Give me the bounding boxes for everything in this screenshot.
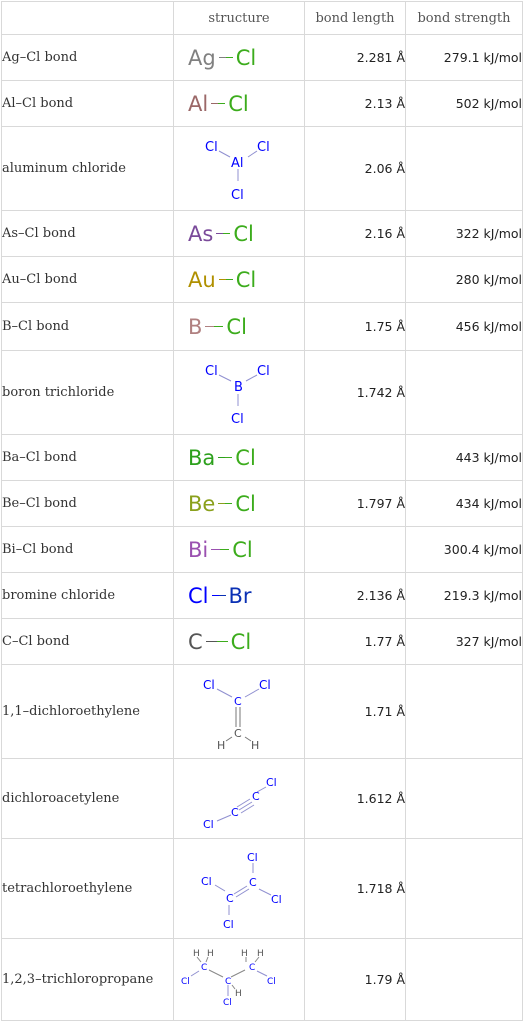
- atom-label: B: [234, 379, 243, 395]
- compound-name: dichloroacetylene: [2, 759, 174, 839]
- table-row: [2, 303, 523, 351]
- bond-length: [305, 527, 406, 573]
- boron-trichloride-structure: [189, 354, 289, 432]
- bond-diagram: [174, 538, 304, 562]
- compound-name: 1,1–dichloroethylene: [2, 665, 174, 759]
- atom-label: Cl: [257, 363, 270, 379]
- structure-cell: [174, 257, 305, 303]
- bond-diagram: [174, 446, 304, 470]
- atom-label: Cl: [223, 997, 232, 1008]
- compound-name: As–Cl bond: [2, 211, 174, 257]
- table-row: [2, 435, 523, 481]
- atom-label: Cl: [205, 363, 218, 379]
- atom-symbol: Ba: [188, 445, 216, 470]
- structure-cell: [174, 127, 305, 211]
- structure-cell: [174, 759, 305, 839]
- atom-symbol: Au: [188, 267, 216, 292]
- bond-strength: [406, 939, 523, 1021]
- bond-diagram: [174, 630, 304, 654]
- atom-symbol: Cl: [235, 491, 256, 516]
- compound-name: 1,2,3–trichloropropane: [2, 939, 174, 1021]
- table-row: [2, 939, 523, 1021]
- compound-name: Al–Cl bond: [2, 81, 174, 127]
- bond-line: [219, 279, 233, 280]
- bond-strength: 434 kJ/mol: [406, 481, 523, 527]
- bond-length: 2.281 Å: [305, 35, 406, 81]
- bond-strength: 443 kJ/mol: [406, 435, 523, 481]
- table-row: [2, 81, 523, 127]
- dichloroethylene-structure: [189, 667, 289, 757]
- bond-length: 1.742 Å: [305, 351, 406, 435]
- table-row: [2, 839, 523, 939]
- bond-strength: 502 kJ/mol: [406, 81, 523, 127]
- atom-label: Cl: [223, 917, 234, 931]
- dichloroacetylene-structure: [189, 764, 289, 834]
- atom-symbol: Cl: [228, 91, 249, 116]
- bond-line: [218, 503, 232, 504]
- header-row: [2, 2, 523, 35]
- bond-length: 1.77 Å: [305, 619, 406, 665]
- structure-cell: [174, 619, 305, 665]
- header-bond-length: bond length: [305, 2, 406, 35]
- structure-cell: [174, 839, 305, 939]
- structure-cell: [174, 211, 305, 257]
- structure-cell: [174, 81, 305, 127]
- header-name: [2, 2, 174, 35]
- atom-label: H: [241, 948, 248, 959]
- bond-length: 1.612 Å: [305, 759, 406, 839]
- atom-symbol: Cl: [230, 629, 252, 654]
- compound-name: Ba–Cl bond: [2, 435, 174, 481]
- bond-diagram: [174, 46, 304, 70]
- atom-label: Cl: [267, 976, 276, 987]
- bond-line: [211, 103, 225, 104]
- bond-strength: [406, 665, 523, 759]
- atom-label: C: [201, 962, 208, 973]
- table-row: [2, 35, 523, 81]
- atom-label: Cl: [231, 411, 244, 427]
- atom-symbol: Cl: [188, 583, 209, 608]
- atom-label: C: [231, 805, 239, 819]
- bond-strength: 327 kJ/mol: [406, 619, 523, 665]
- atom-symbol: Cl: [226, 314, 247, 339]
- bond-length: 2.136 Å: [305, 573, 406, 619]
- bond-line: [219, 57, 233, 58]
- bond-line: [212, 595, 226, 596]
- atom-label: C: [252, 789, 260, 803]
- table-row: [2, 759, 523, 839]
- atom-label: H: [257, 948, 264, 959]
- bond-length: 1.75 Å: [305, 303, 406, 351]
- atom-symbol: B: [188, 314, 203, 339]
- atom-symbol: As: [188, 221, 214, 246]
- bond-diagram: [174, 584, 304, 608]
- atom-label: C: [249, 875, 257, 889]
- bond-line: [218, 457, 232, 458]
- bond-length: 1.79 Å: [305, 939, 406, 1021]
- atom-label: Cl: [231, 187, 244, 203]
- atom-label: Cl: [259, 677, 271, 692]
- compound-name: Ag–Cl bond: [2, 35, 174, 81]
- atom-label: H: [251, 738, 260, 752]
- bond-strength: [406, 351, 523, 435]
- atom-symbol: Cl: [235, 445, 256, 470]
- bond-length: 1.797 Å: [305, 481, 406, 527]
- structure-cell: [174, 573, 305, 619]
- header-bond-strength: bond strength: [406, 2, 523, 35]
- atom-symbol: Cl: [233, 221, 254, 246]
- atom-label: Al: [231, 155, 244, 171]
- bond-diagram: [174, 92, 304, 116]
- atom-label: H: [207, 948, 214, 959]
- atom-symbol: Be: [188, 491, 216, 516]
- table-row: [2, 211, 523, 257]
- structure-cell: [174, 665, 305, 759]
- table-row: [2, 573, 523, 619]
- bond-line: [206, 641, 228, 642]
- atom-label: C: [249, 962, 256, 973]
- atom-symbol: Al: [188, 91, 209, 116]
- structure-cell: [174, 939, 305, 1021]
- atom-symbol: Bi: [188, 537, 209, 562]
- atom-label: Cl: [203, 817, 214, 831]
- bond-strength: 322 kJ/mol: [406, 211, 523, 257]
- bond-length: [305, 257, 406, 303]
- compound-name: C–Cl bond: [2, 619, 174, 665]
- bond-strength: [406, 759, 523, 839]
- table-row: [2, 619, 523, 665]
- atom-symbol: C: [188, 629, 203, 654]
- table-row: [2, 665, 523, 759]
- compound-name: boron trichloride: [2, 351, 174, 435]
- chlorine-bond-table: [1, 1, 523, 1021]
- bond-strength: 279.1 kJ/mol: [406, 35, 523, 81]
- atom-label: C: [225, 976, 232, 987]
- bond-length: 2.16 Å: [305, 211, 406, 257]
- table-row: [2, 127, 523, 211]
- bond-length: [305, 435, 406, 481]
- bond-strength: [406, 839, 523, 939]
- structure-cell: [174, 435, 305, 481]
- atom-label: Cl: [247, 850, 258, 864]
- compound-name: Be–Cl bond: [2, 481, 174, 527]
- bond-strength: 456 kJ/mol: [406, 303, 523, 351]
- bond-line: [216, 233, 230, 234]
- compound-name: Au–Cl bond: [2, 257, 174, 303]
- bond-diagram: [174, 315, 304, 339]
- atom-symbol: Br: [228, 583, 252, 608]
- atom-label: H: [217, 738, 226, 752]
- structure-cell: [174, 527, 305, 573]
- compound-name: aluminum chloride: [2, 127, 174, 211]
- atom-label: C: [226, 891, 234, 905]
- structure-cell: [174, 303, 305, 351]
- bond-strength: 219.3 kJ/mol: [406, 573, 523, 619]
- aluminum-chloride-structure: [189, 130, 289, 208]
- bond-length: 2.13 Å: [305, 81, 406, 127]
- header-structure: structure: [174, 2, 305, 35]
- structure-cell: [174, 351, 305, 435]
- compound-name: tetrachloroethylene: [2, 839, 174, 939]
- compound-name: Bi–Cl bond: [2, 527, 174, 573]
- atom-label: C: [234, 694, 242, 708]
- atom-label: C: [234, 726, 242, 740]
- atom-label: Cl: [205, 139, 218, 155]
- bond-strength: 300.4 kJ/mol: [406, 527, 523, 573]
- atom-symbol: Cl: [235, 267, 257, 292]
- atom-label: Cl: [266, 775, 277, 789]
- table-row: [2, 351, 523, 435]
- bond-strength: [406, 127, 523, 211]
- atom-label: Cl: [181, 976, 190, 987]
- atom-label: Cl: [203, 677, 215, 692]
- atom-symbol: Ag: [188, 45, 216, 70]
- structure-cell: [174, 35, 305, 81]
- atom-label: Cl: [257, 139, 270, 155]
- bond-line: [211, 549, 229, 550]
- atom-label: H: [235, 988, 242, 999]
- bond-line: [205, 326, 223, 327]
- atom-symbol: Cl: [232, 537, 253, 562]
- structure-cell: [174, 481, 305, 527]
- table-row: [2, 527, 523, 573]
- bond-length: 1.71 Å: [305, 665, 406, 759]
- bond-diagram: [174, 492, 304, 516]
- tetrachloroethylene-structure: [189, 841, 289, 937]
- bond-strength: 280 kJ/mol: [406, 257, 523, 303]
- bond-diagram: [174, 268, 304, 292]
- compound-name: B–Cl bond: [2, 303, 174, 351]
- atom-label: H: [193, 948, 200, 959]
- bond-length: 2.06 Å: [305, 127, 406, 211]
- trichloropropane-structure: [179, 943, 299, 1017]
- bond-length: 1.718 Å: [305, 839, 406, 939]
- atom-label: Cl: [271, 892, 282, 906]
- table-row: [2, 481, 523, 527]
- bond-diagram: [174, 222, 304, 246]
- atom-symbol: Cl: [235, 45, 257, 70]
- atom-label: Cl: [201, 874, 212, 888]
- table-row: [2, 257, 523, 303]
- compound-name: bromine chloride: [2, 573, 174, 619]
